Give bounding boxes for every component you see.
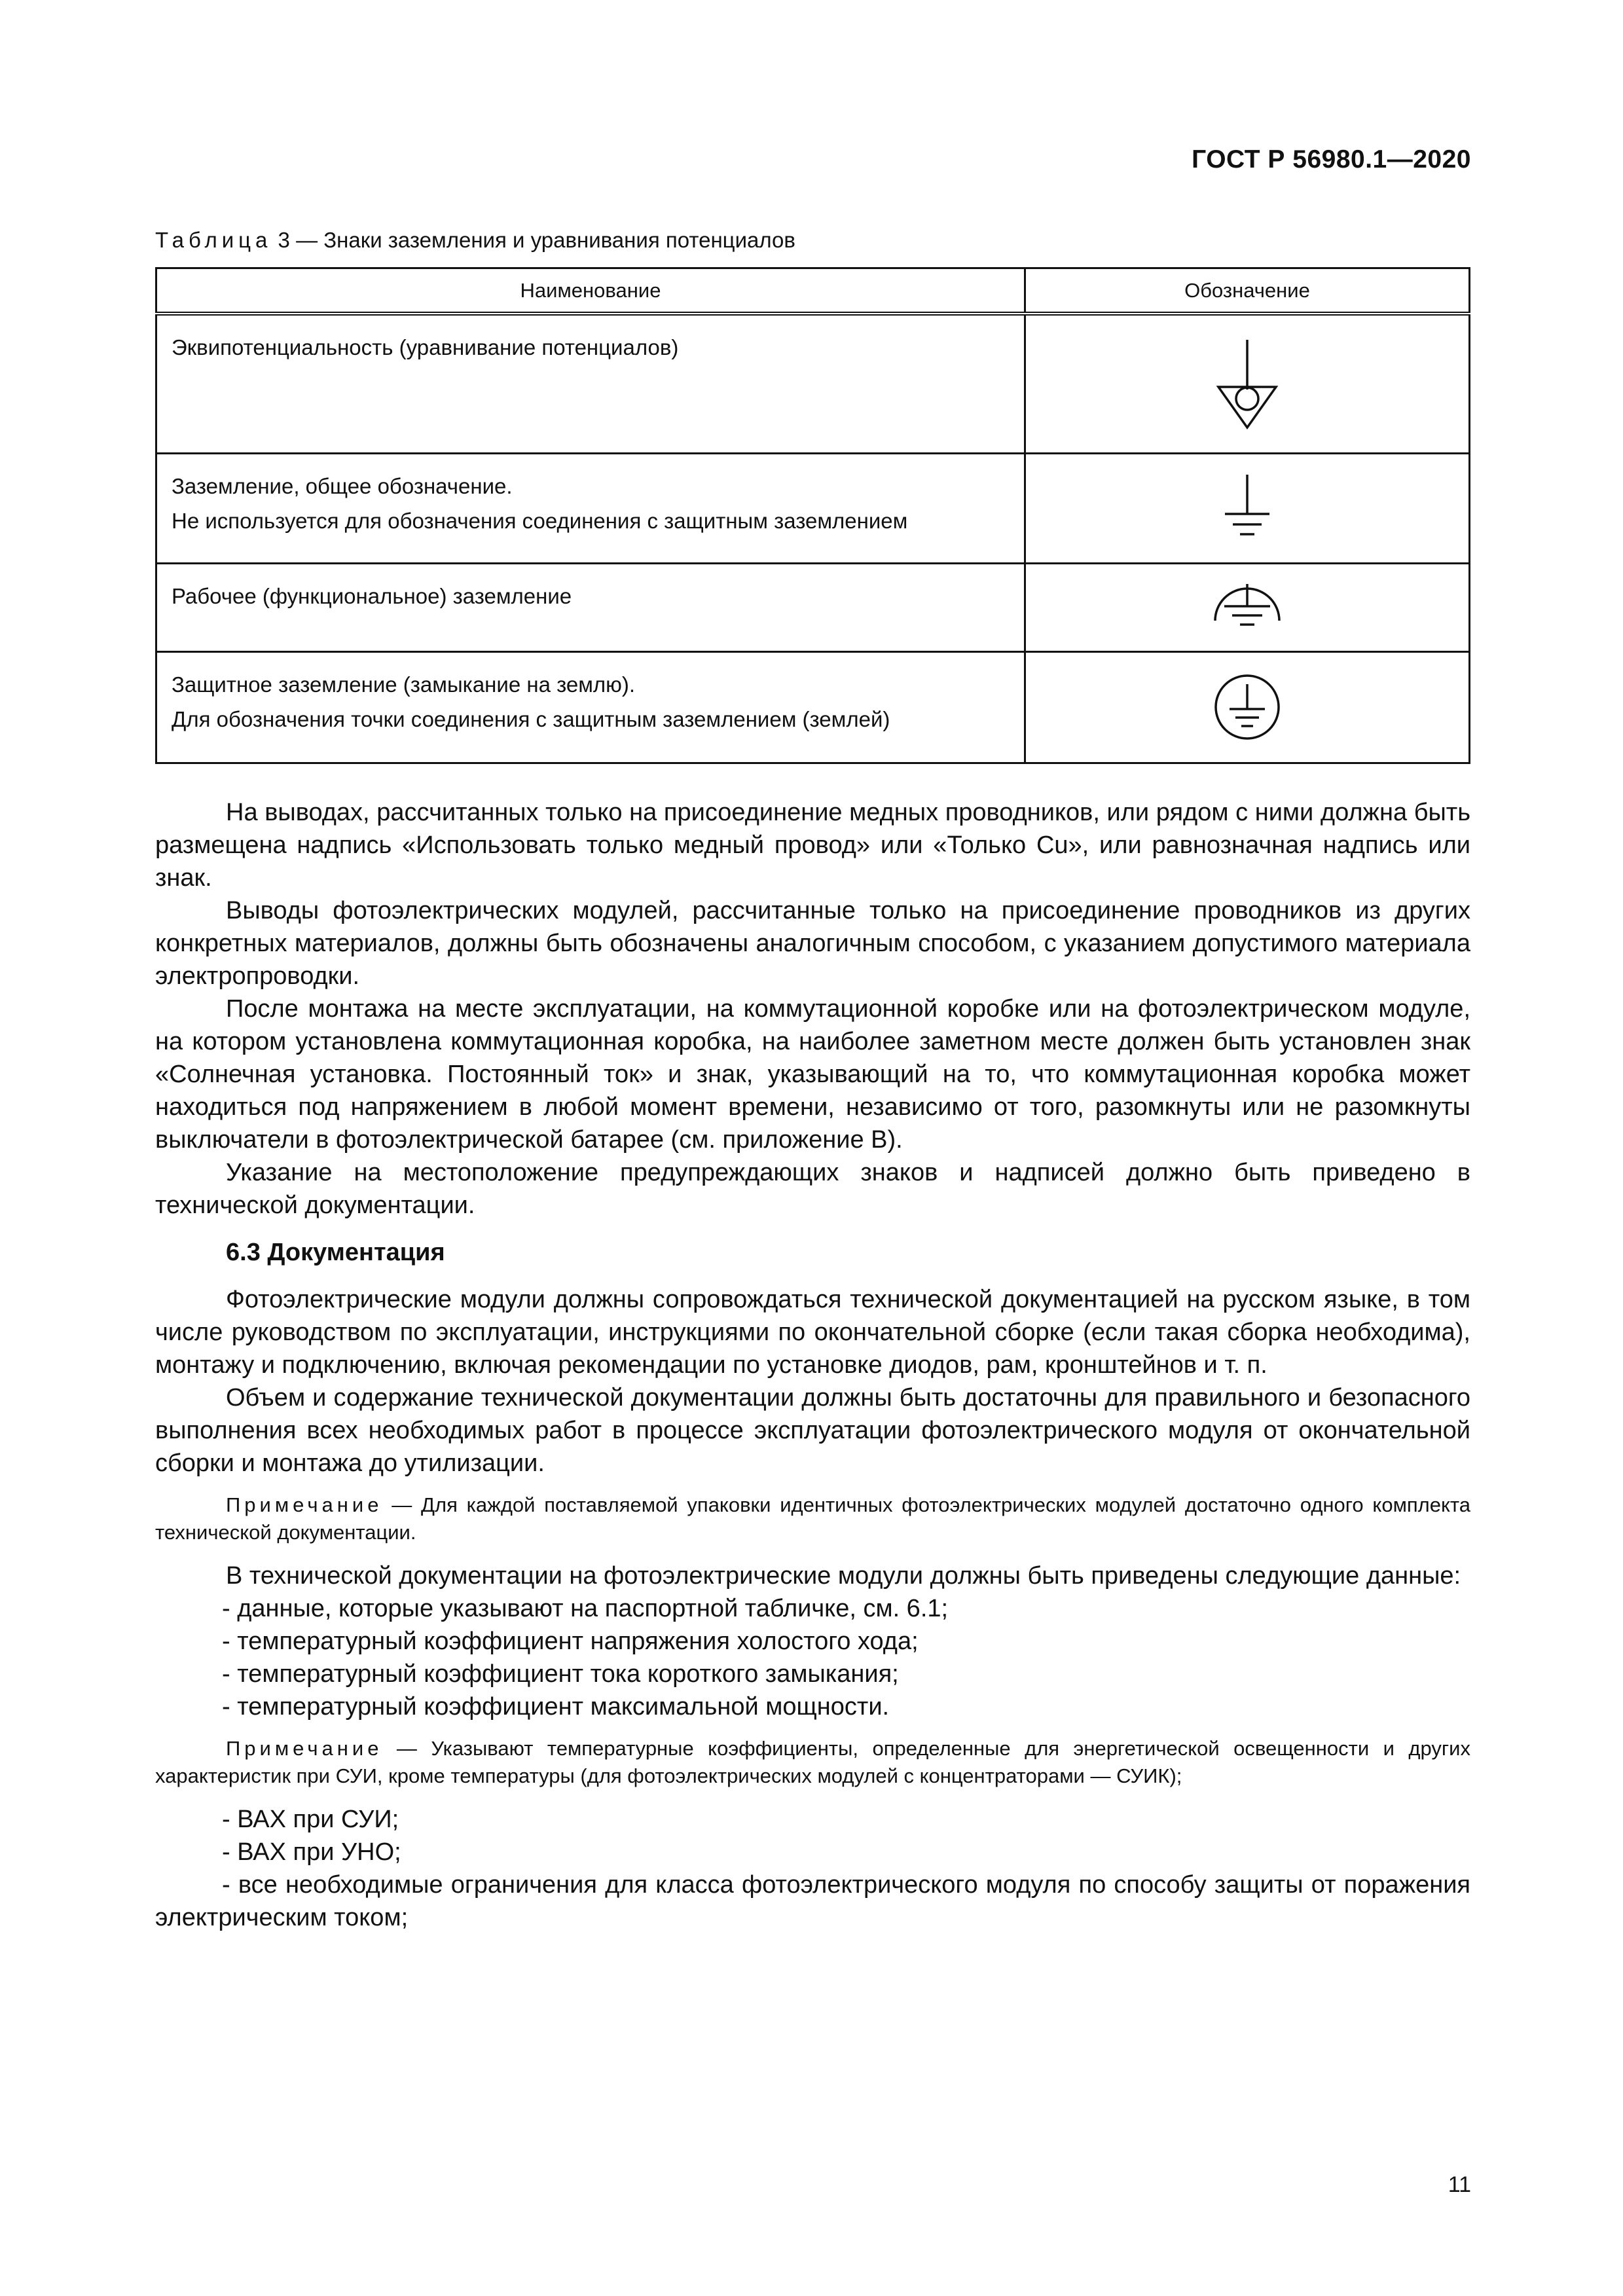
paragraph: На выводах, рассчитанных только на присоединение медных проводников, или рядом с ними должна быть размещена надпись «Использовать только медный провод» или «Только Cu», или равнозначная надпись или знак. (155, 799, 1470, 892)
earth-ground-icon (1221, 472, 1273, 544)
list-item: - температурный коэффициент напряжения холостого хода; (222, 1628, 919, 1655)
table-row (156, 651, 1470, 763)
row-name-line: Не используется для обозначения соединения с защитным заземлением (172, 508, 908, 533)
row-symbol-cell (1025, 453, 1470, 563)
paragraph: Фотоэлектрические модули должны сопровождаться технической документацией на русском языке, в том числе руководством по эксплуатации, инструкциями по окончательной сборке (если такая сборка необходима), монтажу и подключению, включая рекомендации по установке диодов, рам, кронштейнов и т. п. (155, 1286, 1470, 1379)
row-name-line: Эквипотенциальность (уравнивание потенциалов) (172, 335, 679, 359)
row-symbol-cell (1025, 651, 1470, 763)
table-caption (155, 228, 795, 253)
paragraph: Объем и содержание технической документации должны быть достаточны для правильного и безопасного выполнения всех необходимых работ в процессе эксплуатации фотоэлектрического модуля от окончательной сборки и монтажа до утилизации. (155, 1384, 1470, 1477)
table-row (156, 563, 1470, 651)
row-name-cell (156, 651, 1025, 763)
earthing-signs-table (155, 267, 1470, 764)
note-label: Примечание (226, 1493, 383, 1516)
functional-earth-icon (1211, 581, 1283, 634)
list-item: - ВАХ при СУИ; (222, 1806, 399, 1833)
row-name-line: Для обозначения точки соединения с защитным заземлением (землей) (172, 706, 890, 731)
table-row (156, 453, 1470, 563)
row-name-cell (156, 453, 1025, 563)
list-item: - все необходимые ограничения для класса фотоэлектрического модуля по способу защиты от поражения электрическим током; (155, 1871, 1470, 1931)
note-text: — Указывают температурные коэффициенты, определенные для энергетической освещенности и других характеристик при СУИ, кроме температуры (для фотоэлектрических модулей с концентраторами — СУИК); (155, 1737, 1470, 1787)
row-symbol-cell (1025, 563, 1470, 651)
row-name-line: Защитное заземление (замыкание на землю). (172, 672, 636, 697)
equipotential-icon (1214, 335, 1280, 433)
paragraph: В технической документации на фотоэлектрические модули должны быть приведены следующие данные: (226, 1562, 1461, 1590)
document-code: ГОСТ Р 56980.1—2020 (1192, 145, 1471, 173)
document-body (155, 796, 1470, 1934)
note-label: Примечание (226, 1737, 383, 1760)
table-caption-prefix: Таблица (155, 228, 272, 252)
note (155, 1491, 1470, 1546)
table-caption-text: 3 — Знаки заземления и уравнивания потенциалов (272, 228, 795, 252)
list-item: - ВАХ при УНО; (222, 1838, 401, 1866)
row-name-cell (156, 563, 1025, 651)
section-heading: 6.3 Документация (226, 1239, 445, 1266)
list-item: - температурный коэффициент тока короткого замыкания; (222, 1660, 899, 1688)
column-header-symbol: Обозначение (1025, 268, 1470, 314)
paragraph: Указание на местоположение предупреждающих знаков и надписей должно быть приведено в технической документации. (155, 1159, 1470, 1219)
row-name-line: Заземление, общее обозначение. (172, 473, 513, 498)
row-name-cell (156, 314, 1025, 453)
row-name-line: Рабочее (функциональное) заземление (172, 583, 572, 608)
row-symbol-cell (1025, 314, 1470, 453)
page-number: 11 (1448, 2172, 1471, 2197)
list-item: - данные, которые указывают на паспортной табличке, см. 6.1; (222, 1595, 949, 1622)
note-text: — Для каждой поставляемой упаковки идентичных фотоэлектрических модулей достаточно одного комплекта технической документации. (155, 1493, 1470, 1544)
table-header-row (156, 268, 1470, 314)
protective-earth-icon (1211, 671, 1283, 743)
note (155, 1735, 1470, 1790)
column-header-name: Наименование (156, 268, 1025, 314)
paragraph: После монтажа на месте эксплуатации, на коммутационной коробке или на фотоэлектрическом модуле, на котором установлена коммутационная коробка, на наиболее заметном месте должен быть установлен знак «Солнечная установка. Постоянный ток» и знак, указывающий на то, что коммутационная коробка может находиться под напряжением в любой момент времени, независимо от того, разомкнуты или не разомкнуты выключатели в фотоэлектрической батарее (см. приложение В). (155, 995, 1470, 1154)
table-row (156, 314, 1470, 453)
list-item: - температурный коэффициент максимальной мощности. (222, 1693, 890, 1721)
paragraph: Выводы фотоэлектрических модулей, рассчитанные только на присоединение проводников из других конкретных материалов, должны быть обозначены аналогичным способом, с указанием допустимого материала электропроводки. (155, 897, 1470, 990)
